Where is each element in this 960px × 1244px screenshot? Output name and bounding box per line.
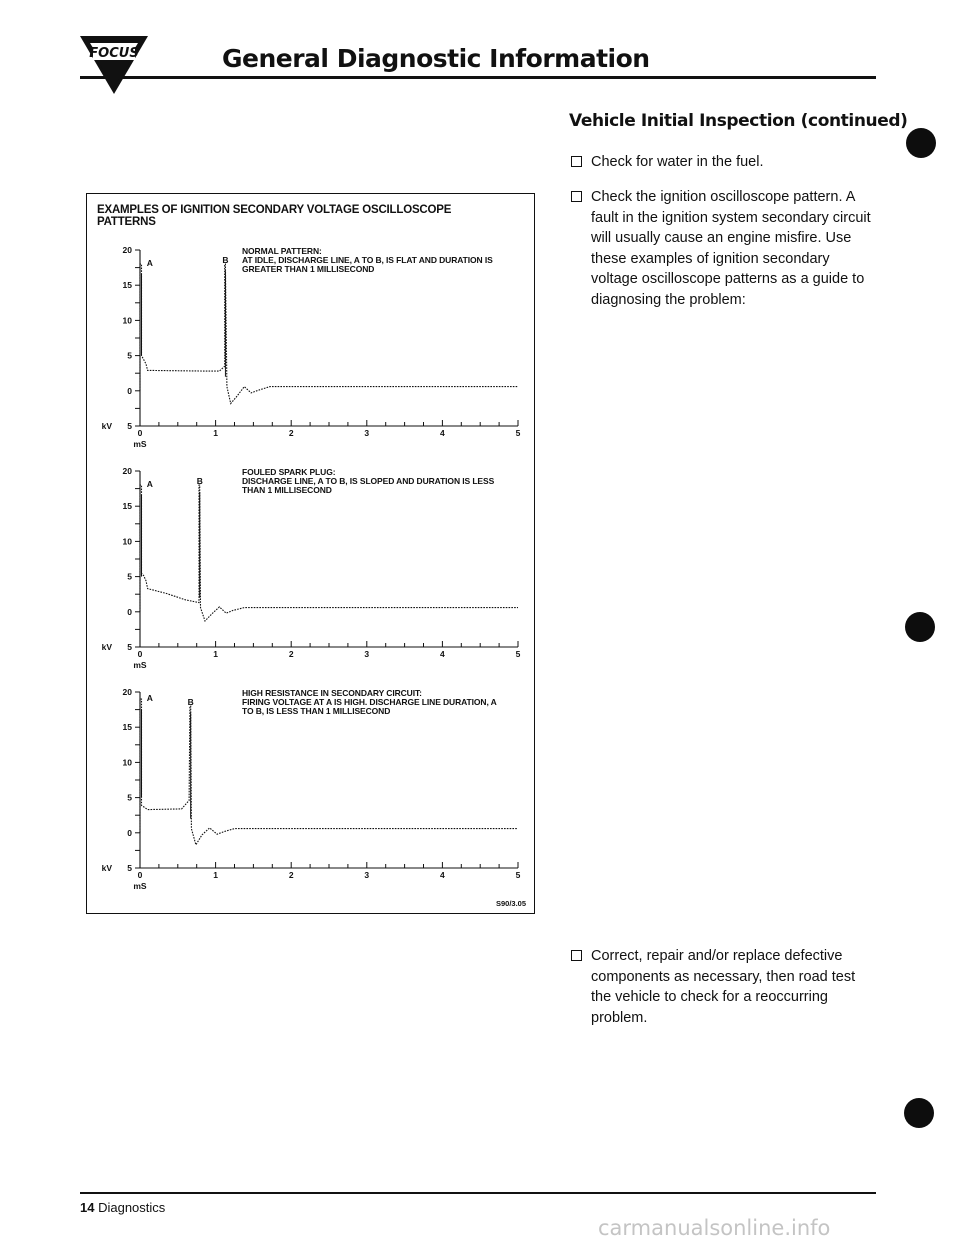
x-unit-label: mS	[133, 660, 147, 670]
y-tick-label: 5	[127, 350, 132, 361]
binder-hole-icon	[906, 128, 936, 158]
x-tick-label: 0	[137, 428, 143, 438]
point-label-a: A	[146, 693, 153, 704]
y-tick-label: 20	[122, 687, 132, 697]
footer-rule	[80, 1192, 876, 1194]
x-tick-label: 2	[288, 649, 294, 659]
x-tick-label: 5	[515, 870, 521, 880]
y-unit-label: kV	[101, 863, 112, 873]
waveform-trace	[140, 264, 518, 403]
scope-description: FIRING VOLTAGE AT A IS HIGH. DISCHARGE LINE DURATION, A TO B, IS LESS THAN 1 MILLISECOND	[242, 697, 497, 716]
y-tick-label: 5	[127, 863, 132, 873]
figure-reference: S90/3.05	[495, 899, 526, 908]
checklist-text: Check the ignition oscilloscope pattern. A fault in the ignition system secondary circuit will usually cause an engine misfire. Use these examples of ignition secondary voltage oscilloscope patterns as a guide to diagnosing the problem:	[591, 189, 871, 308]
x-tick-label: 3	[364, 428, 370, 438]
scope-description: AT IDLE, DISCHARGE LINE, A TO B, IS FLAT AND DURATION IS GREATER THAN 1 MILLISECOND	[242, 255, 493, 274]
scope-plot	[87, 455, 533, 677]
x-tick-label: 5	[515, 649, 521, 659]
y-tick-label: 15	[122, 280, 132, 291]
x-unit-label: mS	[133, 439, 147, 449]
waveform-trace	[140, 699, 518, 845]
scope-plot	[87, 676, 533, 898]
x-tick-label: 4	[440, 428, 445, 438]
checklist-text: Correct, repair and/or replace defective components as necessary, then road test the vehicle to check for a reoccurring problem.	[591, 948, 856, 1026]
footer	[80, 1200, 165, 1215]
y-tick-label: 0	[127, 385, 132, 396]
checklist-item-oscilloscope	[569, 187, 879, 310]
checklist-item-repair	[569, 946, 879, 1028]
x-tick-label: 2	[288, 428, 294, 438]
figure-title: EXAMPLES OF IGNITION SECONDARY VOLTAGE OSCILLOSCOPE PATTERNS	[97, 204, 452, 228]
header-rule	[80, 76, 876, 79]
x-tick-label: 0	[137, 649, 143, 659]
page-number: 14	[80, 1200, 95, 1215]
x-tick-label: 5	[515, 428, 521, 438]
checkbox-icon	[571, 156, 582, 167]
point-label-b: B	[187, 697, 194, 708]
binder-hole-icon	[904, 1098, 934, 1128]
y-tick-label: 10	[122, 315, 132, 326]
y-tick-label: 15	[122, 722, 132, 733]
scope-description: DISCHARGE LINE, A TO B, IS SLOPED AND DURATION IS LESS THAN 1 MILLISECOND	[242, 476, 495, 495]
focus-logo	[80, 36, 148, 94]
y-tick-label: 10	[122, 757, 132, 768]
y-tick-label: 5	[127, 421, 132, 431]
x-tick-label: 1	[213, 428, 218, 438]
x-tick-label: 1	[213, 870, 218, 880]
y-tick-label: 10	[122, 536, 132, 547]
x-tick-label: 3	[364, 870, 370, 880]
x-tick-label: 2	[288, 870, 294, 880]
point-label-a: A	[146, 479, 153, 490]
x-unit-label: mS	[133, 881, 147, 891]
x-tick-label: 4	[440, 870, 445, 880]
y-tick-label: 0	[127, 606, 132, 617]
y-unit-label: kV	[101, 421, 112, 431]
waveform-trace	[140, 485, 518, 621]
y-tick-label: 5	[127, 792, 132, 803]
y-unit-label: kV	[101, 642, 112, 652]
y-tick-label: 0	[127, 827, 132, 838]
y-tick-label: 5	[127, 571, 132, 582]
x-tick-label: 4	[440, 649, 445, 659]
scope-high-resistance	[87, 676, 533, 898]
checklist-text: Check for water in the fuel.	[591, 154, 764, 170]
logo-brand-text: FOCUS	[89, 46, 139, 61]
watermark: carmanualsonline.info	[598, 1216, 831, 1240]
scope-normal-pattern	[87, 234, 533, 456]
scope-plot	[87, 234, 533, 456]
scope-heading: NORMAL PATTERN:	[242, 246, 322, 256]
x-tick-label: 0	[137, 870, 143, 880]
point-label-a: A	[146, 258, 153, 269]
x-tick-label: 3	[364, 649, 370, 659]
section-title: Vehicle Initial Inspection (continued)	[569, 111, 908, 131]
page-header-title: General Diagnostic Information	[222, 44, 650, 73]
footer-label: Diagnostics	[98, 1200, 166, 1215]
y-tick-label: 20	[122, 466, 132, 476]
checklist-item-water	[569, 152, 879, 173]
scope-fouled-spark-plug	[87, 455, 533, 677]
x-tick-label: 1	[213, 649, 218, 659]
checkbox-icon	[571, 950, 582, 961]
oscilloscope-figure	[86, 193, 535, 914]
scope-heading: FOULED SPARK PLUG:	[242, 467, 336, 477]
binder-hole-icon	[905, 612, 935, 642]
point-label-b: B	[222, 255, 229, 266]
point-label-b: B	[196, 476, 203, 487]
checkbox-icon	[571, 191, 582, 202]
y-tick-label: 15	[122, 501, 132, 512]
scope-heading: HIGH RESISTANCE IN SECONDARY CIRCUIT:	[242, 688, 422, 698]
y-tick-label: 5	[127, 642, 132, 652]
y-tick-label: 20	[122, 245, 132, 255]
